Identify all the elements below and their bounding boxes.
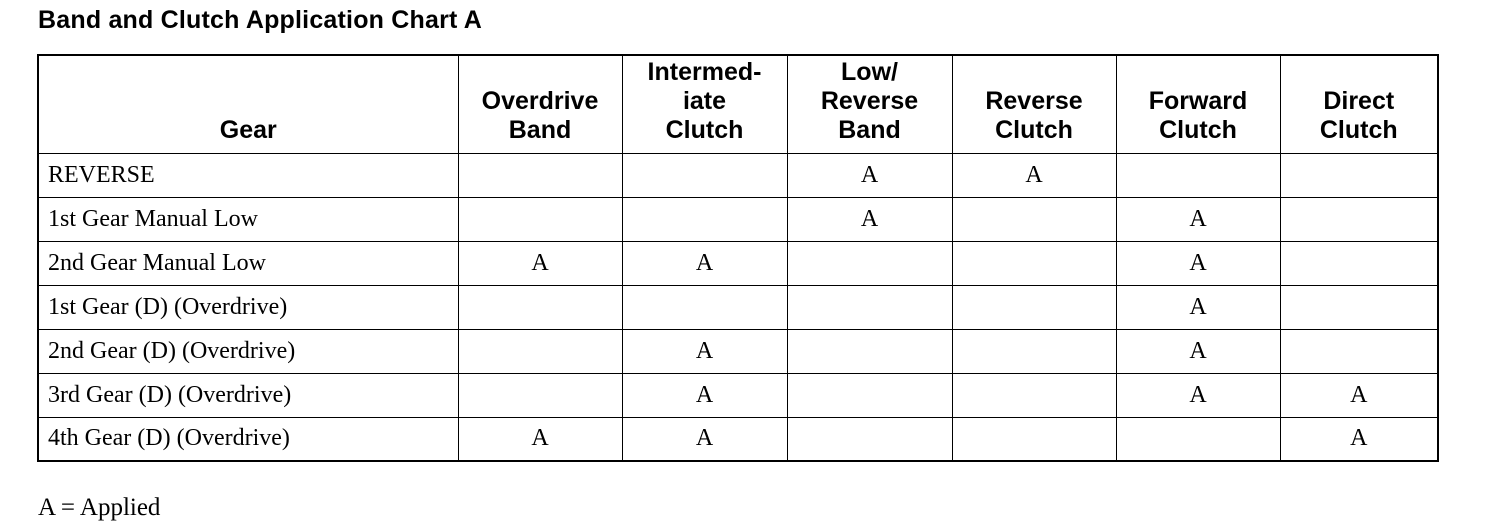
application-cell-intermediate-clutch bbox=[622, 285, 787, 329]
gear-cell: 1st Gear Manual Low bbox=[38, 197, 458, 241]
application-cell-direct-clutch bbox=[1280, 329, 1438, 373]
application-cell-forward-clutch bbox=[1116, 153, 1280, 197]
column-header-gear: Gear bbox=[38, 55, 458, 153]
application-cell-direct-clutch bbox=[1280, 241, 1438, 285]
application-cell-forward-clutch bbox=[1116, 417, 1280, 461]
application-cell-overdrive-band bbox=[458, 285, 622, 329]
application-cell-intermediate-clutch: A bbox=[622, 329, 787, 373]
application-cell-direct-clutch bbox=[1280, 153, 1438, 197]
application-cell-forward-clutch: A bbox=[1116, 285, 1280, 329]
application-cell-reverse-clutch bbox=[952, 417, 1116, 461]
application-cell-low-reverse-band bbox=[787, 285, 952, 329]
application-chart-table bbox=[37, 54, 1439, 462]
gear-cell: REVERSE bbox=[38, 153, 458, 197]
application-cell-intermediate-clutch: A bbox=[622, 241, 787, 285]
gear-cell: 2nd Gear Manual Low bbox=[38, 241, 458, 285]
application-cell-direct-clutch: A bbox=[1280, 417, 1438, 461]
table-row bbox=[38, 153, 1438, 197]
table-row bbox=[38, 197, 1438, 241]
application-cell-direct-clutch: A bbox=[1280, 373, 1438, 417]
application-cell-low-reverse-band: A bbox=[787, 197, 952, 241]
application-cell-low-reverse-band bbox=[787, 417, 952, 461]
application-cell-reverse-clutch bbox=[952, 197, 1116, 241]
application-cell-overdrive-band: A bbox=[458, 417, 622, 461]
table-row bbox=[38, 417, 1438, 461]
gear-cell: 2nd Gear (D) (Overdrive) bbox=[38, 329, 458, 373]
legend-note: A = Applied bbox=[38, 494, 161, 521]
column-header-direct-clutch: Direct Clutch bbox=[1280, 55, 1438, 153]
application-cell-intermediate-clutch: A bbox=[622, 417, 787, 461]
application-cell-low-reverse-band bbox=[787, 373, 952, 417]
application-cell-low-reverse-band bbox=[787, 241, 952, 285]
application-cell-overdrive-band bbox=[458, 197, 622, 241]
application-cell-low-reverse-band: A bbox=[787, 153, 952, 197]
application-cell-direct-clutch bbox=[1280, 197, 1438, 241]
table-row bbox=[38, 373, 1438, 417]
application-cell-overdrive-band bbox=[458, 153, 622, 197]
column-header-overdrive-band: Overdrive Band bbox=[458, 55, 622, 153]
application-cell-overdrive-band bbox=[458, 329, 622, 373]
application-cell-forward-clutch: A bbox=[1116, 197, 1280, 241]
application-cell-overdrive-band bbox=[458, 373, 622, 417]
column-header-forward-clutch: Forward Clutch bbox=[1116, 55, 1280, 153]
application-cell-reverse-clutch bbox=[952, 285, 1116, 329]
application-cell-reverse-clutch bbox=[952, 373, 1116, 417]
application-cell-intermediate-clutch bbox=[622, 153, 787, 197]
page-title: Band and Clutch Application Chart A bbox=[38, 6, 483, 34]
application-cell-low-reverse-band bbox=[787, 329, 952, 373]
table-row bbox=[38, 241, 1438, 285]
application-cell-intermediate-clutch: A bbox=[622, 373, 787, 417]
column-header-low-reverse-band: Low/ Reverse Band bbox=[787, 55, 952, 153]
column-header-reverse-clutch: Reverse Clutch bbox=[952, 55, 1116, 153]
application-cell-forward-clutch: A bbox=[1116, 329, 1280, 373]
application-cell-forward-clutch: A bbox=[1116, 241, 1280, 285]
application-cell-forward-clutch: A bbox=[1116, 373, 1280, 417]
gear-cell: 3rd Gear (D) (Overdrive) bbox=[38, 373, 458, 417]
application-cell-direct-clutch bbox=[1280, 285, 1438, 329]
table-body bbox=[38, 153, 1438, 461]
column-header-intermediate-clutch: Intermed- iate Clutch bbox=[622, 55, 787, 153]
application-cell-reverse-clutch: A bbox=[952, 153, 1116, 197]
application-cell-reverse-clutch bbox=[952, 329, 1116, 373]
header-row bbox=[38, 55, 1438, 153]
gear-cell: 4th Gear (D) (Overdrive) bbox=[38, 417, 458, 461]
gear-cell: 1st Gear (D) (Overdrive) bbox=[38, 285, 458, 329]
table-row bbox=[38, 329, 1438, 373]
application-cell-overdrive-band: A bbox=[458, 241, 622, 285]
table-row bbox=[38, 285, 1438, 329]
application-cell-intermediate-clutch bbox=[622, 197, 787, 241]
application-cell-reverse-clutch bbox=[952, 241, 1116, 285]
